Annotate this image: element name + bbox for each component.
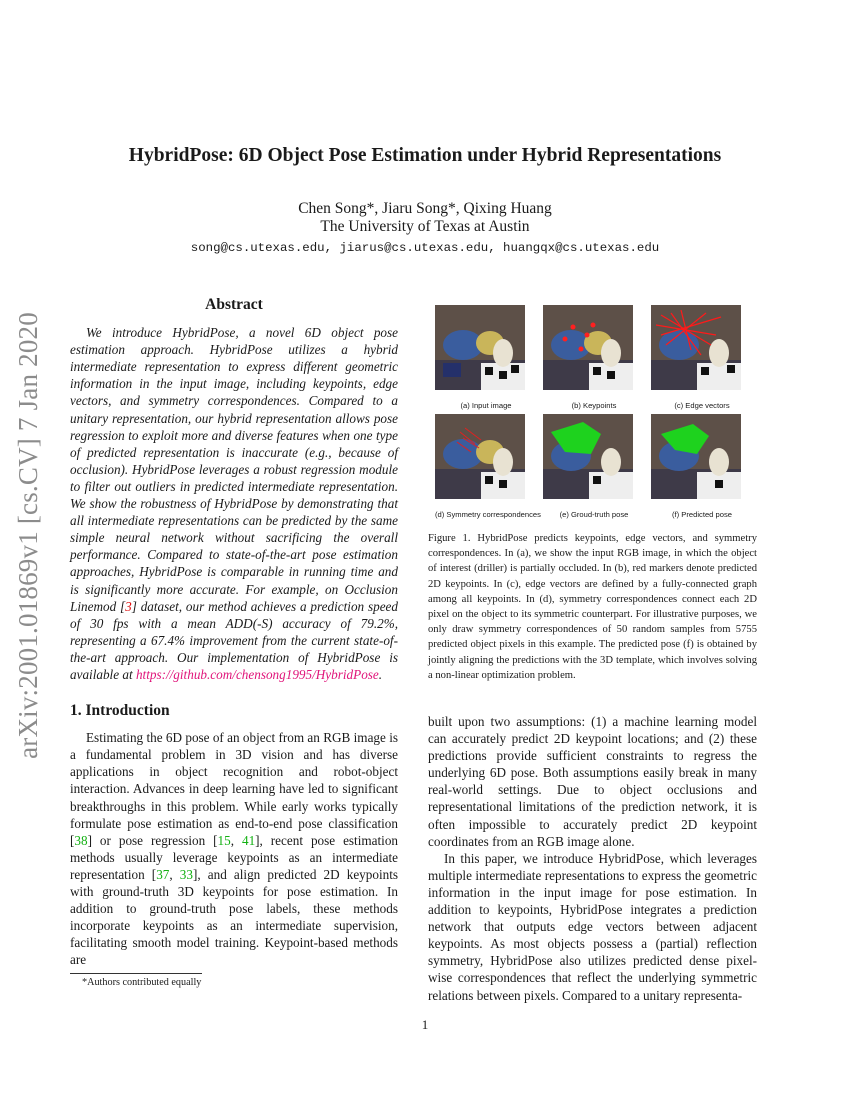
introduction-paragraph: Estimating the 6D pose of an object from an RGB image is a fundamental problem in 3D vision and has diverse applications in object recognition and robot-object interaction. Advances in deep learning have led to significant breakthroughs in this problem. While early works typically formulate pose estimation as end-to-end pose classification [38] or pose regression [15, 41], recent pose estimation methods usually leverage keypoints as an intermediate representation [37, 33], and align predicted 2D keypoints with ground-truth 3D keypoints for pose estimation. In addition to ground-truth pose labels, these methods incorporate keypoints as an intermediate supervision, facilitating smooth model training. Keypoint-based methods are — [70, 730, 399, 968]
edge-vectors-thumbnail — [651, 305, 741, 390]
paper-title: HybridPose: 6D Object Pose Estimation under Hybrid Representations — [128, 145, 722, 166]
panel-label: (f) Predicted pose — [672, 510, 732, 519]
citation-link[interactable]: 37 — [156, 866, 170, 882]
symmetry-correspondences-thumbnail — [435, 414, 525, 499]
figure-1-caption: Figure 1. HybridPose predicts keypoints, edge vectors, and symmetry correspondences. In (a), we show the input RGB image, in which the object of interest (driller) is partially occluded. In (b), red markers denote predicted 2D keypoints. In (c), edge vectors are defined by a fully-connected graph among all keypoints. In (d), symmetry correspondences connect each 2D pixel on the object to its symmetric counterpart. For illustrative purposes, we only draw symmetry correspondences of 50 random samples from 5755 predicted object pixels in this example. The predicted pose (f) is obtained by jointly aligning the predictions with the 3D template, which involves solving a non-linear optimization problem. — [428, 533, 757, 681]
page-number: 1 — [421, 1017, 429, 1032]
figure-panel-a — [435, 305, 537, 410]
citation-link[interactable]: 33 — [179, 866, 193, 882]
footnote: *Authors contributed equally — [82, 977, 202, 988]
panel-label: (c) Edge vectors — [674, 401, 730, 410]
affiliation: The University of Texas at Austin — [320, 218, 530, 235]
ground-truth-pose-thumbnail — [543, 414, 633, 499]
citation-link[interactable]: 38 — [74, 832, 88, 848]
footnote-divider — [70, 973, 202, 974]
predicted-pose-thumbnail — [651, 414, 741, 499]
body-paragraph: built upon two assumptions: (1) a machine learning model can accurately predict 2D keypoint locations; and (2) these predictions provide sufficient constraints to regress the underlying 6D pose. Both assumptions easily break in many real-world settings. Due to object occlusions and representational limitations of the prediction network, it is often impossible to accurately predict 2D keypoint coordinates from an RGB image alone. — [428, 714, 757, 849]
panel-label: (d) Symmetry correspondences — [435, 510, 541, 519]
figure-panel-b — [543, 305, 645, 410]
right-column — [428, 713, 757, 1004]
abstract-text: We introduce HybridPose, a novel 6D object pose estimation approach. HybridPose utilizes a hybrid intermediate representation to express different geometric information in the input image, including keypoints, edge vectors, and symmetry correspondences. Compared to a unitary representation, our hybrid representation allows pose regression to exploit more and diverse features when one type of predicted representation is inaccurate (e.g., because of occlusion). HybridPose leverages a robust regression module to filter out outliers in predicted intermediate representation. We show the robustness of HybridPose by demonstrating that all intermediate representations can be predicted by the same simple neural network without sacrificing the overall performance. Compared to state-of-the-art pose estimation approaches, HybridPose is comparable in running time and is significantly more accurate. For example, on Occlusion Linemod [3] dataset, our method achieves a prediction speed of 30 fps with a mean ADD(-S) accuracy of 79.2%, representing a 67.4% improvement from the current state-of-the-art approach. Our implementation of HybridPose is available at https://github.com/chensong1995/HybridPose. — [70, 325, 398, 682]
arxiv-identifier: arXiv:2001.01869v1 [cs.CV] 7 Jan 2020 — [12, 311, 43, 759]
author-emails: song@cs.utexas.edu, jiarus@cs.utexas.edu, huangqx@cs.utexas.edu — [190, 241, 660, 255]
author-list: Chen Song*, Jiaru Song*, Qixing Huang — [298, 200, 552, 217]
panel-label: (e) Groud-truth pose — [559, 510, 629, 519]
figure-1-panels — [435, 305, 755, 520]
input-image-thumbnail — [435, 305, 525, 390]
figure-panel-f — [651, 414, 753, 519]
left-column — [70, 296, 398, 968]
figure-panel-c — [651, 305, 753, 410]
citation-link[interactable]: 41 — [241, 832, 256, 848]
figure-panel-d — [435, 414, 541, 519]
figure-panel-e — [543, 414, 645, 519]
github-link[interactable]: https://github.com/chensong1995/HybridPose — [135, 666, 379, 682]
introduction-heading: 1. Introduction — [70, 702, 170, 720]
citation-link[interactable]: 15 — [217, 832, 231, 848]
abstract-heading: Abstract — [205, 296, 263, 313]
body-paragraph: In this paper, we introduce HybridPose, which leverages multiple intermediate representations to express the geometric information in the input image for pose estimation. In addition to keypoints, HybridPose integrates a prediction network that outputs edge vectors between adjacent keypoints. As most objects possess a (partial) reflection symmetry, HybridPose also utilizes predicted dense pixel-wise correspondences that reflect the underlying symmetric relations between pixels. Compared to a unitary representa- — [428, 850, 757, 1003]
keypoints-thumbnail — [543, 305, 633, 390]
arxiv-side-label — [6, 300, 50, 770]
citation-link[interactable]: 3 — [125, 598, 132, 614]
panel-label: (b) Keypoints — [571, 401, 617, 410]
panel-label: (a) Input image — [460, 401, 512, 410]
